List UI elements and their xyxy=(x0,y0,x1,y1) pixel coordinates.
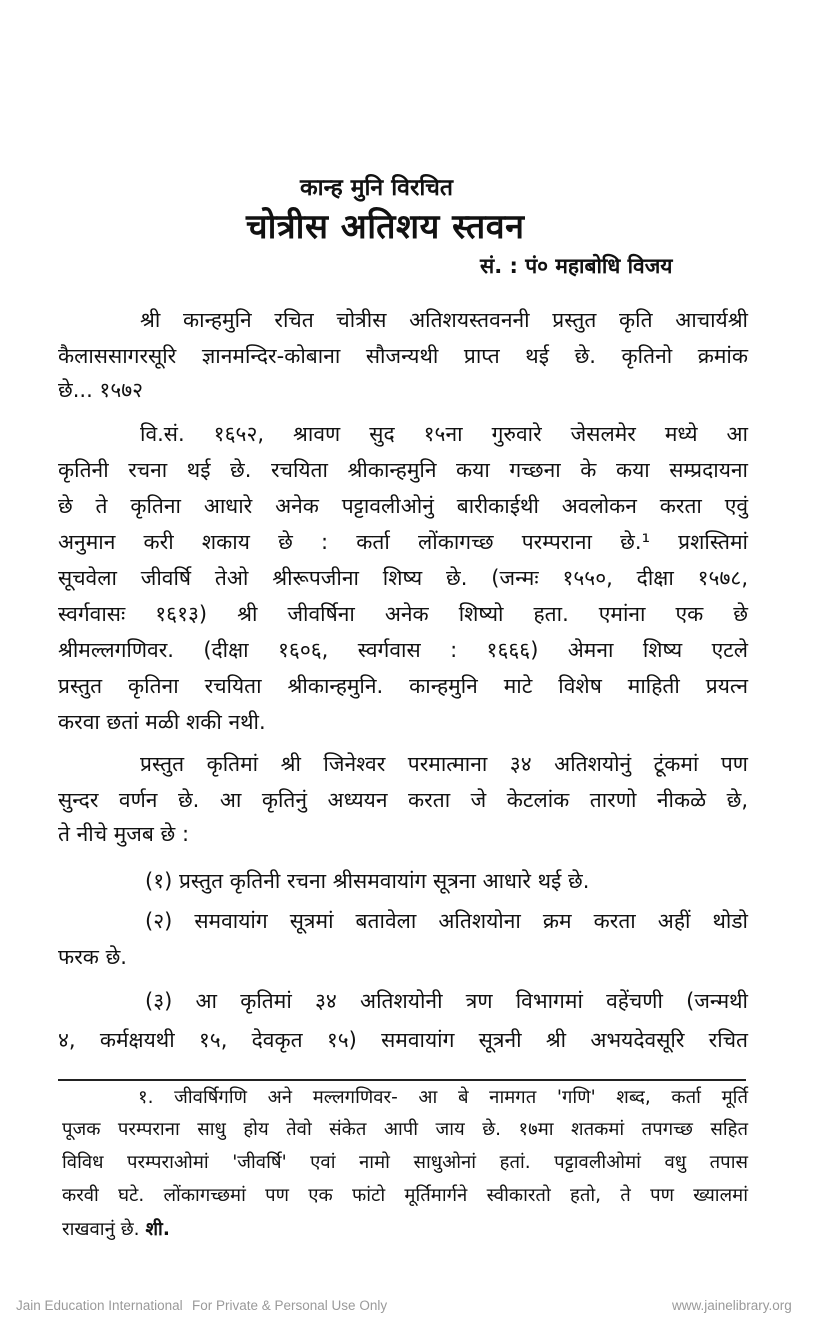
editor-credit: सं. : पं० महाबोधि विजय xyxy=(480,254,673,278)
finding-2-line-2: फरक छे. xyxy=(58,945,127,969)
finding-3-line-1: (३) आ कृतिमां ३४ अतिशयोनी त्रण विभागमां वहेंचणी (जन्मथी xyxy=(145,989,748,1013)
footer-website-link[interactable]: www.jainelibrary.org xyxy=(672,1298,792,1313)
page-title: चोत्रीस अतिशय स्तवन xyxy=(246,207,525,247)
paragraph-3-line-2: सुन्दर वर्णन छे. आ कृतिनुं अध्ययन करता जे केटलांक तारणो नीकळे छे, xyxy=(58,788,748,812)
paragraph-2-line-4: अनुमान करी शकाय छे : कर्ता लोंकागच्छ परम्पराना छे.¹ प्रशस्तिमां xyxy=(58,530,748,554)
finding-1: (१) प्रस्तुत कृतिनी रचना श्रीसमवायांग सूत्रना आधारे थई छे. xyxy=(145,869,590,893)
footnote-line-5-text: राखवानुं छे. xyxy=(62,1219,140,1240)
footer-usage-notice: For Private & Personal Use Only xyxy=(192,1298,388,1313)
footnote-line-3: विविध परम्पराओमां 'जीवर्षि' एवां नामो साधुओनां हतां. पट्टावलीओमां वधु तपास xyxy=(62,1152,748,1173)
paragraph-2-line-8: प्रस्तुत कृतिना रचयिता श्रीकान्हमुनि. कान्हमुनि माटे विशेष माहिती प्रयत्न xyxy=(58,674,748,698)
paragraph-2-line-5: सूचवेला जीवर्षि तेओ श्रीरूपजीना शिष्य छे. (जन्मः १५५०, दीक्षा १५७८, xyxy=(58,566,748,590)
paragraph-3-line-3: ते नीचे मुजब छे : xyxy=(58,822,190,846)
footnote-separator xyxy=(58,1079,746,1081)
paragraph-2-line-7: श्रीमल्लगणिवर. (दीक्षा १६०६, स्वर्गवास : १६६६) अेमना शिष्य एटले xyxy=(58,638,748,662)
paragraph-1-line-2: कैलाससागरसूरि ज्ञानमन्दिर-कोबाना सौजन्यथी प्राप्त थई छे. कृतिनो क्रमांक xyxy=(58,344,748,368)
footnote-line-1: १. जीवर्षिगणि अने मल्लगणिवर- आ बे नामगत 'गणि' शब्द, कर्ता मूर्ति xyxy=(138,1087,748,1108)
paragraph-2-line-1: वि.सं. १६५२, श्रावण सुद १५ना गुरुवारे जेसलमेर मध्ये आ xyxy=(140,422,748,446)
finding-3-line-2: ४, कर्मक्षयथी १५, देवकृत १५) समवायांग सूत्रनी श्री अभयदेवसूरि रचित xyxy=(58,1028,748,1052)
finding-2-line-1: (२) समवायांग सूत्रमां बतावेला अतिशयोना क्रम करता अहीं थोडो xyxy=(145,909,748,933)
footnote-signature: शी. xyxy=(145,1219,170,1240)
paragraph-2-line-6: स्वर्गवासः १६१३) श्री जीवर्षिना अनेक शिष्यो हता. एमांना एक छे xyxy=(58,602,748,626)
footer-publisher: Jain Education International xyxy=(16,1298,183,1313)
paragraph-2-line-9: करवा छतां मळी शकी नथी. xyxy=(58,710,266,734)
footnote-line-5 xyxy=(62,1216,748,1244)
paragraph-1-line-1: श्री कान्हमुनि रचित चोत्रीस अतिशयस्तवननी प्रस्तुत कृति आचार्यश्री xyxy=(140,308,748,332)
paragraph-1-line-3: छे... १५७२ xyxy=(58,378,144,402)
author-byline: कान्ह मुनि विरचित xyxy=(300,175,454,201)
paragraph-3-line-1: प्रस्तुत कृतिमां श्री जिनेश्वर परमात्माना ३४ अतिशयोनुं टूंकमां पण xyxy=(140,752,748,776)
paragraph-2-line-3: छे ते कृतिना आधारे अनेक पट्टावलीओनुं बारीकाईथी अवलोकन करता एवुं xyxy=(58,494,748,518)
footnote-line-2: पूजक परम्पराना साधु होय तेवो संकेत आपी जाय छे. १७मा शतकमां तपगच्छ सहित xyxy=(62,1119,748,1140)
paragraph-2-line-2: कृतिनी रचना थई छे. रचयिता श्रीकान्हमुनि कया गच्छना के कया सम्प्रदायना xyxy=(58,458,748,482)
footnote-line-4: करवी घटे. लोंकागच्छमां पण एक फांटो मूर्तिमार्गने स्वीकारतो हतो, ते पण ख्यालमां xyxy=(62,1185,748,1206)
